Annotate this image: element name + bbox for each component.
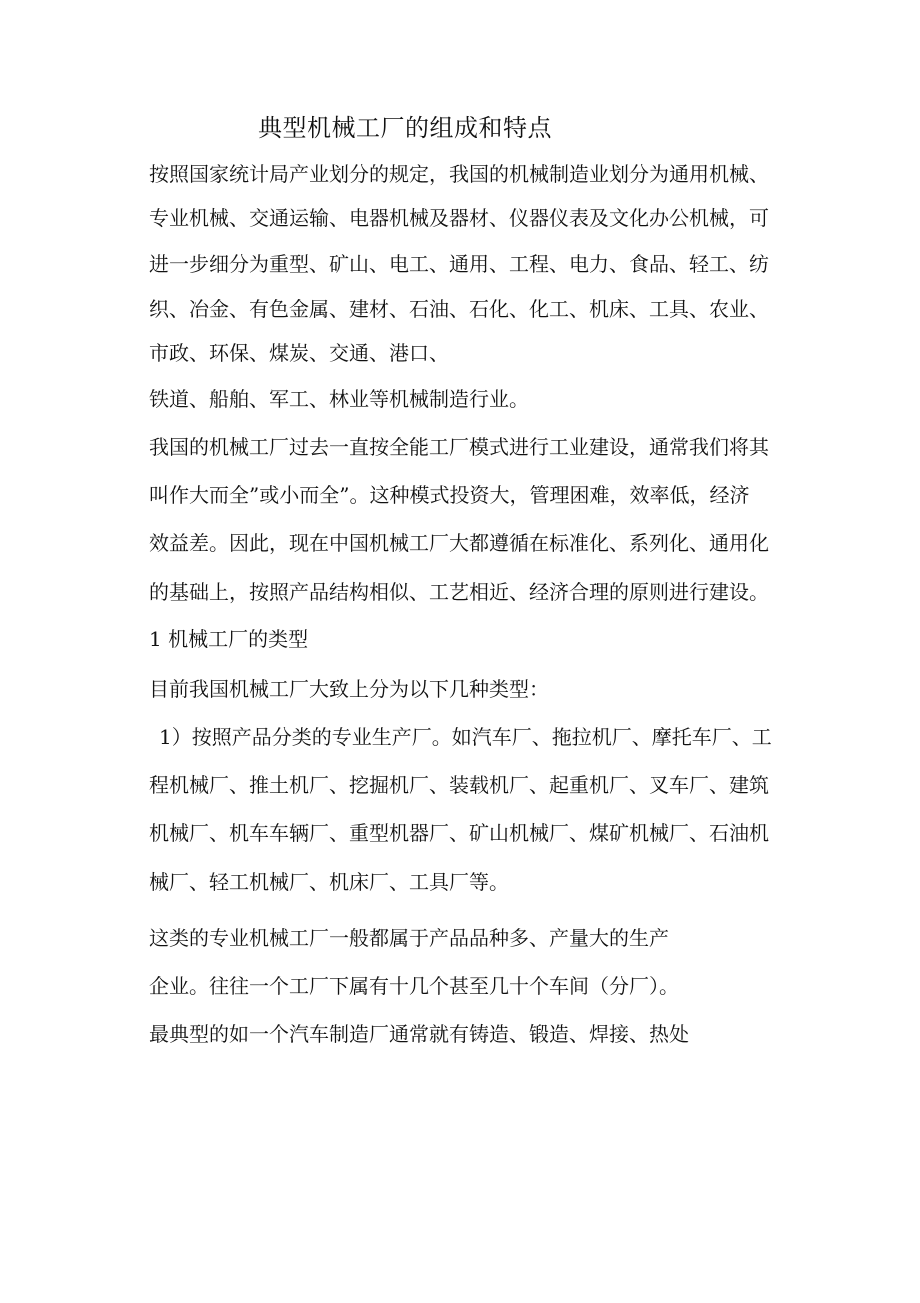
text-line: 效益差。因此，现在中国机械工厂大都遵循在标准化、系列化、通用化: [149, 531, 769, 555]
list-item-1: 1）按照产品分类的专业生产厂。如汽车厂、拖拉机厂、摩托车厂、工: [159, 725, 772, 749]
text-line: 织、冶金、有色金属、建材、石油、石化、化工、机床、工具、农业、: [149, 297, 769, 321]
text-line: 的基础上，按照产品结构相似、工艺相近、经济合理的原则进行建设。: [149, 580, 769, 604]
text-line: 叫作大而全”或小而全”。这种模式投资大，管理困难，效率低，经济: [149, 483, 750, 507]
text-line: 进一步细分为重型、矿山、电工、通用、工程、电力、食品、轻工、纺: [149, 252, 769, 276]
text-line: 企业。往往一个工厂下属有十几个甚至几十个车间（分厂）。: [149, 974, 679, 998]
text-line: 机械厂、机车车辆厂、重型机器厂、矿山机械厂、煤矿机械厂、石油机: [149, 821, 769, 845]
text-line: 械厂、轻工机械厂、机床厂、工具厂等。: [149, 870, 509, 894]
text-line: 按照国家统计局产业划分的规定，我国的机械制造业划分为通用机械、: [149, 162, 769, 186]
text-line: 铁道、船舶、军工、林业等机械制造行业。: [149, 387, 529, 411]
document-title: 典型机械工厂的组成和特点: [258, 114, 552, 142]
section-heading: 1 机械工厂的类型: [149, 627, 309, 651]
text-line: 这类的专业机械工厂一般都属于产品品种多、产量大的生产: [149, 926, 669, 950]
text-line: 专业机械、交通运输、电器机械及器材、仪器仪表及文化办公机械，可: [149, 206, 769, 230]
text-line: 目前我国机械工厂大致上分为以下几种类型：: [149, 677, 549, 701]
text-line: 程机械厂、推土机厂、挖掘机厂、装载机厂、起重机厂、叉车厂、建筑: [149, 773, 769, 797]
text-line: 我国的机械工厂过去一直按全能工厂模式进行工业建设，通常我们将其: [149, 435, 769, 459]
text-line: 市政、环保、煤炭、交通、港口、: [149, 341, 449, 365]
text-line: 最典型的如一个汽车制造厂通常就有铸造、锻造、焊接、热处: [149, 1022, 689, 1046]
